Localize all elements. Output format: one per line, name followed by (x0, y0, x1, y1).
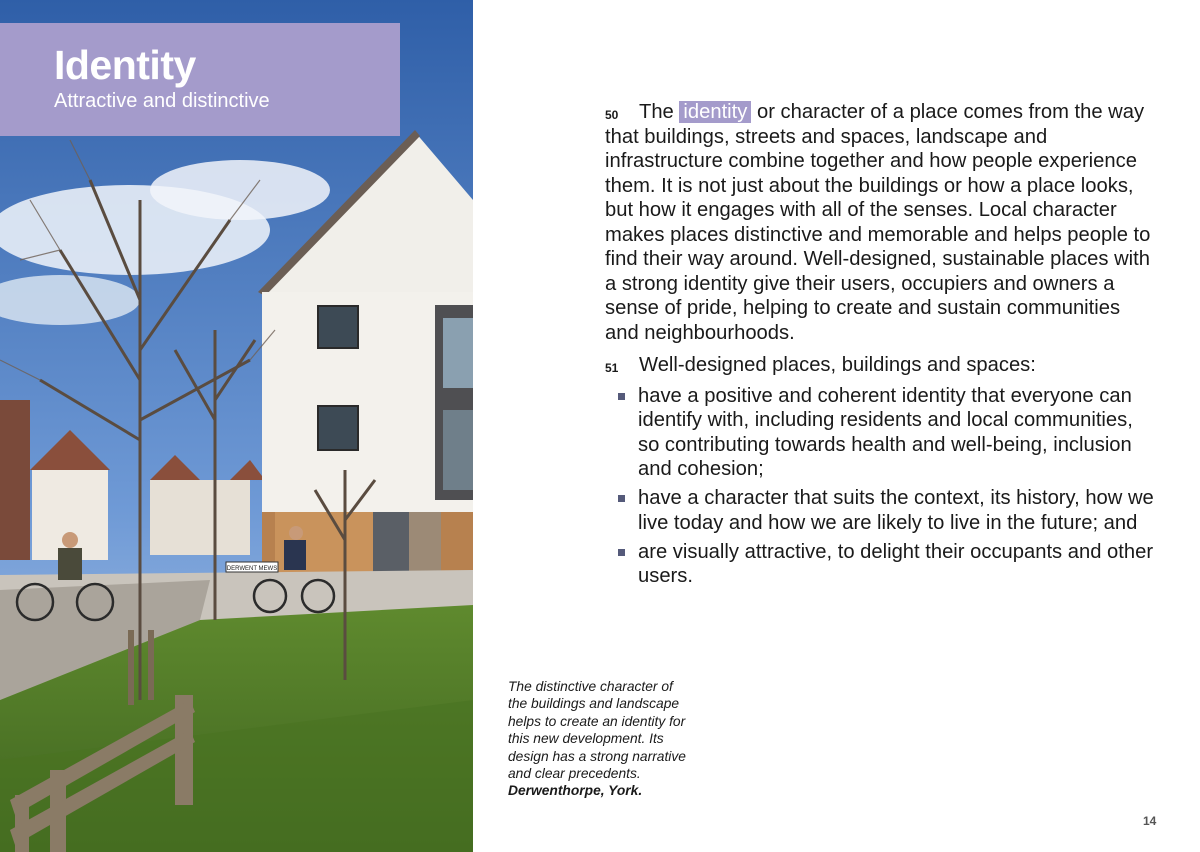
paragraph-text: or character of a place comes from the way that buildings, streets and spaces, landscape and infrastructure combine together and how people experience them. It is not just about the buildings or how a place looks, but how it engages with all of the senses. Local character makes places distinctive and memorable and helps people to find their way around. Well-designed, sustainable places with a strong identity give their users, occupiers and owners a sense of pride, helping to create and sustain communities and neighbourhoods. (605, 101, 1151, 344)
list-item-text: have a character that suits the context, its history, how we live today and how we are likely to live in the future; and (638, 487, 1154, 534)
bullet-square-icon (618, 495, 625, 502)
caption-text: The distinctive character of the buildings and landscape helps to create an identity for this new development. Its design has a strong narrative and clear precedents. (508, 679, 686, 782)
paragraph-51 (605, 353, 1155, 378)
street-sign: DERWENT MEWS (226, 566, 278, 572)
section-title: Identity (54, 42, 196, 88)
photo-caption (508, 678, 686, 800)
list-item-text: are visually attractive, to delight their occupants and other users. (638, 540, 1154, 587)
section-subtitle: Attractive and distinctive (54, 90, 270, 112)
bullet-square-icon (618, 393, 625, 400)
caption-location: Derwenthorpe, York. (508, 783, 643, 799)
paragraph-number: 51 (605, 361, 619, 375)
bullet-list (605, 384, 1155, 589)
list-item (605, 540, 1155, 589)
paragraph-number: 50 (605, 108, 619, 122)
page-number: 14 (1143, 814, 1157, 828)
list-item-text: have a positive and coherent identity that everyone can identify with, including residents and local communities, so contributing towards health and well-being, inclusion and cohesion; (638, 384, 1133, 480)
section-banner (0, 23, 400, 136)
bullet-square-icon (618, 549, 625, 556)
paragraph-lead-word: The (639, 101, 674, 123)
list-item (605, 486, 1155, 535)
paragraph-text: Well-designed places, buildings and spaces: (639, 354, 1036, 376)
paragraph-50 (605, 100, 1155, 345)
body-text (605, 100, 1155, 593)
list-item (605, 384, 1155, 482)
highlighted-term[interactable]: identity (679, 101, 751, 123)
